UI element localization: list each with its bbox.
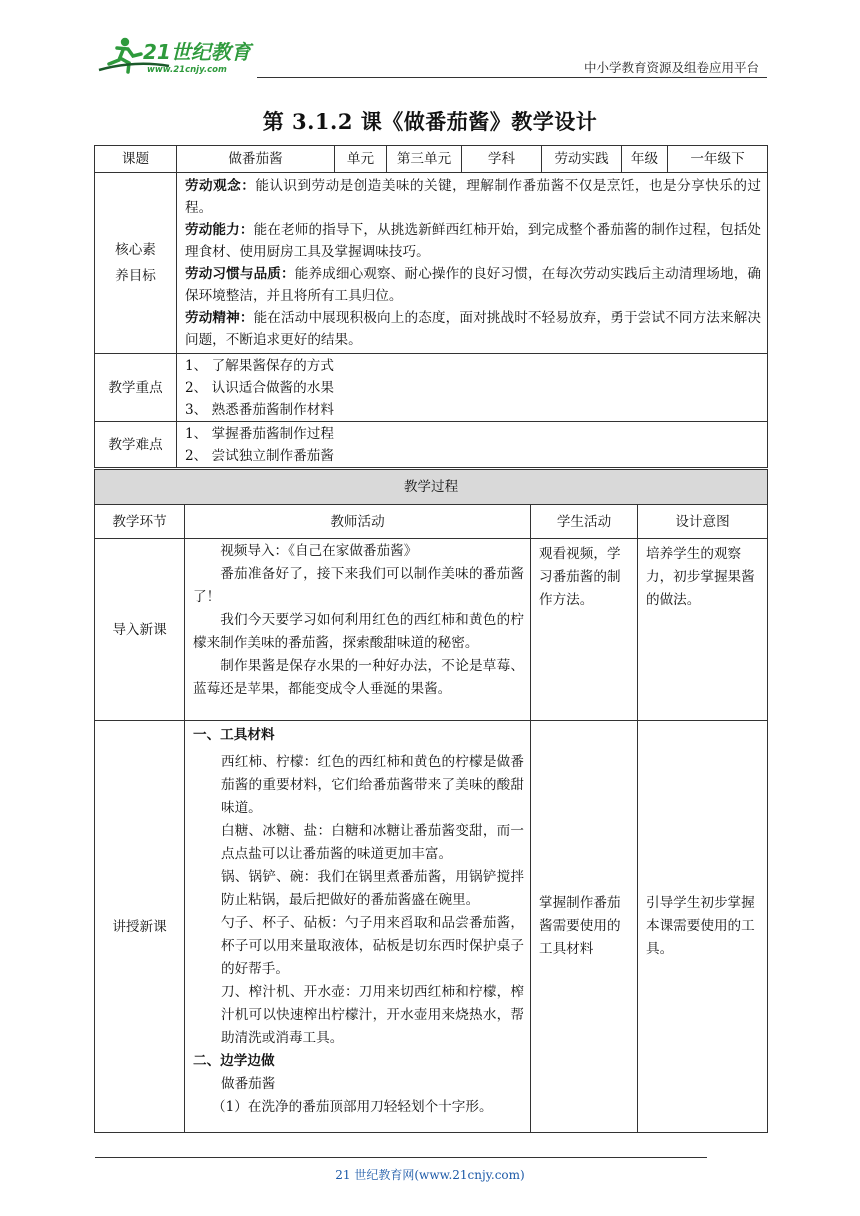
material-item: 勺子、杯子、砧板：勺子用来舀取和品尝番茄酱，杯子可以用来量取液体，砧板是切东西时保护桌子的好帮手。 (221, 915, 524, 977)
difficulties-list (177, 422, 768, 468)
subject-label: 学科 (462, 146, 542, 173)
svg-text:21世纪教育: 21世纪教育 (143, 40, 251, 64)
difficulty-item: 1、 掌握番茄酱制作过程 (185, 425, 334, 442)
platform-name: 中小学教育资源及组卷应用平台 (583, 60, 759, 75)
key-point-item: 2、 认识适合做酱的水果 (185, 379, 334, 396)
material-item: 白糖、冰糖、盐：白糖和冰糖让番茄酱变甜，而一点点盐可以让番茄酱的味道更加丰富。 (221, 823, 524, 862)
intro-row (95, 539, 768, 721)
subject-value: 劳动实践 (542, 146, 622, 173)
key-points-list (177, 354, 768, 422)
process-title-row (95, 470, 768, 505)
step-item: （1）在洗净的番茄顶部用刀轻轻划个十字形。 (212, 1099, 493, 1115)
lesson-info-table (94, 145, 768, 468)
grade-value: 一年级下 (668, 146, 768, 173)
col-header-student: 学生活动 (531, 505, 638, 539)
site-logo (95, 36, 265, 76)
page-header (95, 34, 767, 80)
lesson-design-intent: 引导学生初步掌握本课需要使用的工具。 (638, 721, 768, 1133)
intro-design-intent: 培养学生的观察力，初步掌握果酱的做法。 (638, 539, 768, 721)
key-point-item: 3、 熟悉番茄酱制作材料 (185, 401, 334, 418)
intro-stage: 导入新课 (95, 539, 185, 721)
col-header-teacher: 教师活动 (185, 505, 531, 539)
grade-label: 年级 (622, 146, 668, 173)
goal-item: 劳动习惯与品质：能养成细心观察、耐心操作的良好习惯，在每次劳动实践后主动清理场地，确保环境整洁，并且将所有工具归位。 (185, 266, 762, 304)
section-heading: 一、工具材料 (193, 727, 275, 743)
goals-label: 核心素 养目标 (95, 173, 177, 354)
goal-item: 劳动能力：能在老师的指导下，从挑选新鲜西红柿开始，到完成整个番茄酱的制作过程，包括处理食材、使用厨房工具及掌握调味技巧。 (185, 222, 762, 260)
intro-paragraph: 制作果酱是保存水果的一种好办法，不论是草莓、蓝莓还是苹果，都能变成令人垂涎的果酱。 (193, 658, 524, 697)
key-points-row (95, 354, 768, 422)
goals-row (95, 173, 768, 354)
key-points-label: 教学重点 (95, 354, 177, 422)
teaching-process-table (94, 469, 768, 1133)
footer-link[interactable]: 21 世纪教育网(www.21cnjy.com) (335, 1168, 525, 1182)
process-title: 教学过程 (95, 470, 768, 505)
process-header-row (95, 505, 768, 539)
topic-label: 课题 (95, 146, 177, 173)
intro-paragraph: 我们今天要学习如何利用红色的西红柿和黄色的柠檬来制作美味的番茄酱，探索酸甜味道的秘密。 (193, 612, 524, 651)
unit-value: 第三单元 (387, 146, 462, 173)
goal-item: 劳动精神：能在活动中展现积极向上的态度，面对挑战时不轻易放弃，勇于尝试不同方法来解决问题，不断追求更好的结果。 (185, 310, 762, 348)
intro-paragraph: 视频导入：《自己在家做番茄酱》 (220, 543, 418, 559)
difficulties-label: 教学难点 (95, 422, 177, 468)
topic-value: 做番茄酱 (177, 146, 335, 173)
material-item: 西红柿、柠檬：红色的西红柿和黄色的柠檬是做番茄酱的重要材料，它们给番茄酱带来了美味的酸甜味道。 (221, 754, 524, 816)
sub-title: 做番茄酱 (221, 1076, 276, 1092)
lesson-stage: 讲授新课 (95, 721, 185, 1133)
key-point-item: 1、 了解果酱保存的方式 (185, 357, 334, 374)
goal-item: 劳动观念：能认识到劳动是创造美味的关键，理解制作番茄酱不仅是烹饪，也是分享快乐的过程。 (185, 178, 762, 216)
material-item: 锅、锅铲、碗：我们在锅里煮番茄酱，用锅铲搅拌防止粘锅，最后把做好的番茄酱盛在碗里。 (221, 869, 524, 908)
section-heading: 二、边学边做 (193, 1053, 275, 1069)
goals-content (177, 173, 768, 354)
lesson-teacher-activity (185, 721, 531, 1133)
footer-divider (95, 1157, 707, 1158)
col-header-stage: 教学环节 (95, 505, 185, 539)
intro-student-activity: 观看视频，学习番茄酱的制作方法。 (531, 539, 638, 721)
material-item: 刀、榨汁机、开水壶：刀用来切西红柿和柠檬，榨汁机可以快速榨出柠檬汁，开水壶用来烧热水，帮助清洗或消毒工具。 (221, 984, 524, 1046)
intro-teacher-activity (185, 539, 531, 721)
page-title: 第 3.1.2 课《做番茄酱》教学设计 (262, 109, 598, 134)
header-divider (257, 77, 767, 78)
info-row (95, 146, 768, 173)
col-header-intent: 设计意图 (638, 505, 768, 539)
difficulties-row (95, 422, 768, 468)
intro-paragraph: 番茄准备好了，接下来我们可以制作美味的番茄酱了！ (193, 566, 524, 605)
lesson-student-activity: 掌握制作番茄酱需要使用的工具材料 (531, 721, 638, 1133)
svg-text:www.21cnjy.com: www.21cnjy.com (147, 65, 227, 75)
lesson-row (95, 721, 768, 1133)
difficulty-item: 2、 尝试独立制作番茄酱 (185, 447, 334, 464)
unit-label: 单元 (335, 146, 387, 173)
